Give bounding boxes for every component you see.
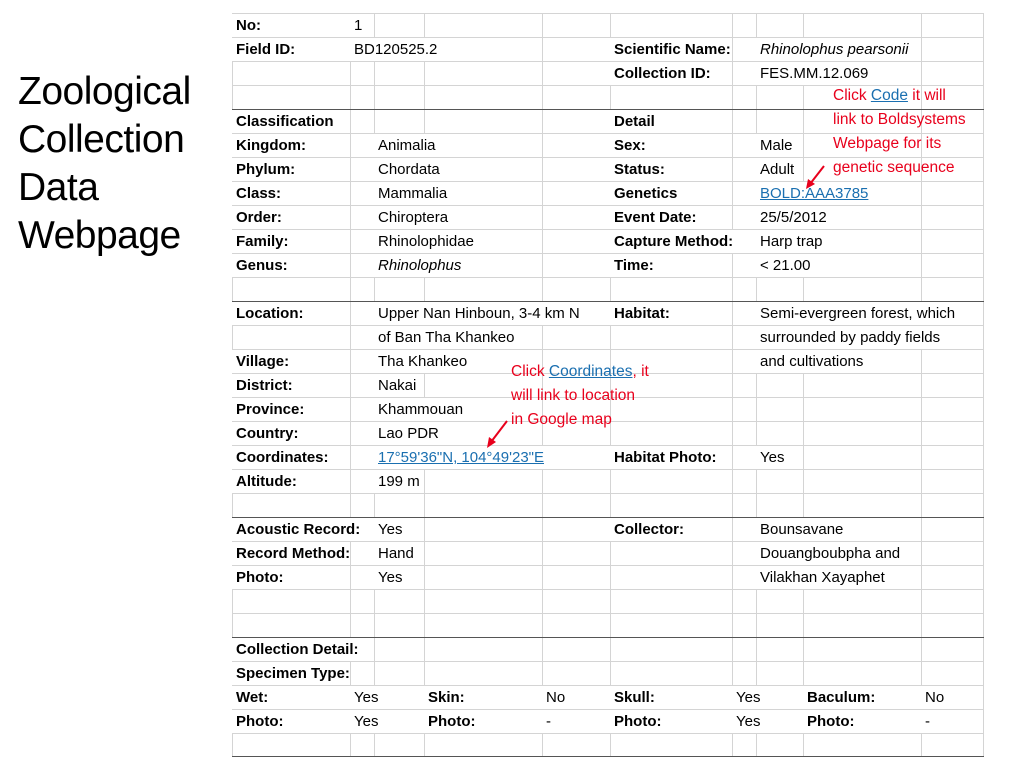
table-row [232, 565, 984, 589]
collector-label: Collector: [610, 518, 684, 541]
skull-value: Yes [732, 686, 760, 709]
coordinates-link-annotation [511, 360, 649, 432]
acoustic-photo-label: Photo: [232, 566, 283, 589]
genus-value: Rhinolophus [374, 254, 461, 277]
table-row [232, 301, 984, 325]
wet-label: Wet: [232, 686, 268, 709]
habitat-label: Habitat: [610, 302, 670, 325]
capture-method-label: Capture Method: [610, 230, 733, 253]
collector-value: Bounsavane [756, 518, 843, 541]
table-row [232, 181, 984, 205]
table-row [232, 541, 984, 565]
event-date-value: 25/5/2012 [756, 206, 827, 229]
habitat-value-continued: and cultivations [756, 350, 863, 373]
district-label: District: [232, 374, 293, 397]
collection-detail-header: Collection Detail: [232, 638, 359, 661]
table-row [232, 517, 984, 541]
code-annotation-arrow-icon [800, 160, 840, 200]
acoustic-photo-value: Yes [374, 566, 402, 589]
province-value: Khammouan [374, 398, 463, 421]
record-method-value: Hand [374, 542, 414, 565]
coordinates-label: Coordinates: [232, 446, 329, 469]
village-label: Village: [232, 350, 289, 373]
detail-header: Detail [610, 110, 655, 133]
class-value: Mammalia [374, 182, 447, 205]
wet-photo-value: Yes [350, 710, 378, 733]
location-value-continued: of Ban Tha Khankeo [374, 326, 515, 349]
genetics-label: Genetics [610, 182, 677, 205]
collection-id-value: FES.MM.12.069 [756, 62, 868, 85]
slide-title [18, 68, 218, 260]
capture-method-value: Harp trap [756, 230, 823, 253]
habitat-photo-label: Habitat Photo: [610, 446, 717, 469]
phylum-value: Chordata [374, 158, 440, 181]
acoustic-record-label: Acoustic Record: [232, 518, 360, 541]
no-value: 1 [350, 14, 362, 37]
altitude-value: 199 m [374, 470, 420, 493]
field-id-value: BD120525.2 [350, 38, 437, 61]
wet-value: Yes [350, 686, 378, 709]
coordinates-note-link[interactable]: Coordinates [548, 363, 633, 380]
skin-label: Skin: [424, 686, 465, 709]
annotation-line: will link to location [511, 387, 636, 404]
collector-value-continued: Douangboubpha and [756, 542, 900, 565]
table-row [232, 253, 984, 277]
table-row [232, 589, 984, 613]
order-label: Order: [232, 206, 282, 229]
family-label: Family: [232, 230, 289, 253]
skin-photo-value: - [542, 710, 551, 733]
specimen-type-label: Specimen Type: [232, 662, 350, 685]
table-row [232, 37, 984, 61]
record-method-label: Record Method: [232, 542, 350, 565]
class-label: Class: [232, 182, 281, 205]
scientific-name-value: Rhinolophus pearsonii [756, 38, 908, 61]
annotation-text: Click [833, 87, 871, 104]
status-label: Status: [610, 158, 665, 181]
sex-value: Male [756, 134, 793, 157]
annotation-line [511, 360, 649, 384]
table-row [232, 469, 984, 493]
title-line: Zoological [18, 70, 191, 113]
annotation-text: Click [511, 363, 549, 380]
table-row [232, 685, 984, 709]
annotation-text: , it [632, 363, 649, 380]
table-row [232, 661, 984, 685]
coordinates-annotation-arrow-icon [482, 418, 522, 458]
acoustic-record-value: Yes [374, 518, 402, 541]
baculum-label: Baculum: [803, 686, 875, 709]
skull-photo-value: Yes [732, 710, 760, 733]
district-value: Nakai [374, 374, 416, 397]
event-date-label: Event Date: [610, 206, 697, 229]
kingdom-value: Animalia [374, 134, 436, 157]
baculum-value: No [921, 686, 944, 709]
scientific-name-label: Scientific Name: [610, 38, 731, 61]
status-value: Adult [756, 158, 794, 181]
table-row [232, 493, 984, 517]
classification-header: Classification [232, 110, 334, 133]
skin-value: No [542, 686, 565, 709]
table-row [232, 229, 984, 253]
table-row [232, 277, 984, 301]
baculum-photo-value: - [921, 710, 930, 733]
annotation-line: Webpage for its [833, 135, 942, 152]
time-value: < 21.00 [756, 254, 810, 277]
collector-value-continued: Vilakhan Xayaphet [756, 566, 885, 589]
no-label: No: [232, 14, 261, 37]
annotation-line: in Google map [511, 411, 612, 428]
skin-photo-label: Photo: [424, 710, 475, 733]
sex-label: Sex: [610, 134, 646, 157]
annotation-line [833, 84, 966, 108]
family-value: Rhinolophidae [374, 230, 474, 253]
habitat-value-continued: surrounded by paddy fields [756, 326, 940, 349]
genus-label: Genus: [232, 254, 288, 277]
table-row [232, 637, 984, 661]
kingdom-label: Kingdom: [232, 134, 306, 157]
village-value: Tha Khankeo [374, 350, 467, 373]
table-row [232, 61, 984, 85]
altitude-label: Altitude: [232, 470, 297, 493]
title-line: Webpage [18, 214, 181, 257]
table-row [232, 733, 984, 757]
table-row [232, 13, 984, 37]
annotation-line: genetic sequence [833, 159, 955, 176]
collection-id-label: Collection ID: [610, 62, 711, 85]
table-row [232, 613, 984, 637]
order-value: Chiroptera [374, 206, 448, 229]
habitat-value: Semi-evergreen forest, which [756, 302, 955, 325]
coordinates-link[interactable]: 17°59'36"N, 104°49'23"E [374, 446, 544, 469]
skull-label: Skull: [610, 686, 655, 709]
genetics-code-link[interactable]: BOLD:AAA3785 [756, 182, 868, 205]
location-value: Upper Nan Hinboun, 3-4 km N [374, 302, 580, 325]
table-row [232, 205, 984, 229]
annotation-line: link to Boldsystems [833, 111, 966, 128]
province-label: Province: [232, 398, 304, 421]
country-label: Country: [232, 422, 299, 445]
table-row [232, 325, 984, 349]
table-row [232, 709, 984, 733]
phylum-label: Phylum: [232, 158, 295, 181]
field-id-label: Field ID: [232, 38, 295, 61]
code-link-annotation [833, 84, 966, 180]
code-link[interactable]: Code [870, 87, 908, 104]
annotation-text: it will [907, 87, 946, 104]
location-label: Location: [232, 302, 304, 325]
table-row [232, 445, 984, 469]
time-label: Time: [610, 254, 654, 277]
wet-photo-label: Photo: [232, 710, 283, 733]
habitat-photo-value: Yes [756, 446, 784, 469]
title-line: Collection [18, 118, 185, 161]
baculum-photo-label: Photo: [803, 710, 854, 733]
skull-photo-label: Photo: [610, 710, 661, 733]
title-line: Data [18, 166, 99, 209]
country-value: Lao PDR [374, 422, 439, 445]
